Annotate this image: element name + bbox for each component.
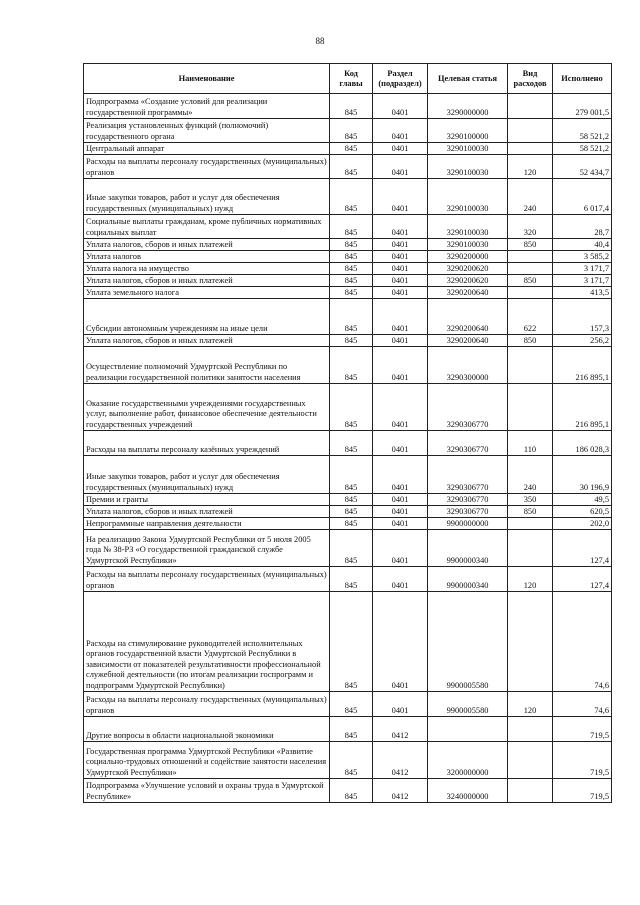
- cell-target: 9900005580: [428, 692, 508, 717]
- cell-chapter: 845: [330, 567, 373, 592]
- cell-section: 0401: [373, 494, 428, 506]
- cell-target: 9900000340: [428, 567, 508, 592]
- cell-executed: 216 895,1: [553, 384, 612, 431]
- cell-section: 0401: [373, 299, 428, 335]
- cell-chapter: 845: [330, 299, 373, 335]
- cell-executed: 3 171,7: [553, 275, 612, 287]
- cell-section: 0401: [373, 384, 428, 431]
- table-row: [84, 215, 612, 239]
- budget-table: [83, 63, 612, 803]
- table-row: [84, 494, 612, 506]
- table-row: [84, 287, 612, 299]
- cell-target: 9900000000: [428, 518, 508, 530]
- cell-section: 0401: [373, 94, 428, 119]
- cell-name: Расходы на стимулирование руководителей исполнительных органов государственной власти Удмуртской Республики в зависимости от показателей результативности профессиональной служебной деятельности (по итогам реализации госпрограмм и подпрограмм Удмуртской Республики): [84, 592, 330, 692]
- cell-chapter: 845: [330, 742, 373, 779]
- cell-target: 3200000000: [428, 742, 508, 779]
- cell-section: 0401: [373, 263, 428, 275]
- cell-name: Подпрограмма «Улучшение условий и охраны труда в Удмуртской Республике»: [84, 779, 330, 803]
- cell-chapter: 845: [330, 155, 373, 179]
- cell-type: 850: [508, 239, 553, 251]
- cell-executed: 3 585,2: [553, 251, 612, 263]
- cell-name: На реализацию Закона Удмуртской Республики от 5 июля 2005 года № 38-РЗ «О государственной гражданской службе Удмуртской Республики»: [84, 530, 330, 567]
- cell-executed: 74,6: [553, 692, 612, 717]
- cell-section: 0401: [373, 155, 428, 179]
- cell-chapter: 845: [330, 179, 373, 215]
- cell-section: 0401: [373, 506, 428, 518]
- table-row: [84, 742, 612, 779]
- cell-name: Осуществление полномочий Удмуртской Республики по реализации государственной политики занятости населения: [84, 347, 330, 384]
- cell-type: [508, 384, 553, 431]
- cell-name: Расходы на выплаты персоналу государственных (муниципальных) органов: [84, 567, 330, 592]
- header-name: Наименование: [84, 64, 330, 94]
- cell-section: 0401: [373, 287, 428, 299]
- cell-chapter: 845: [330, 384, 373, 431]
- cell-chapter: 845: [330, 530, 373, 567]
- cell-target: 3290100030: [428, 215, 508, 239]
- cell-executed: 58 521,2: [553, 119, 612, 143]
- cell-target: 3290200000: [428, 251, 508, 263]
- cell-type: [508, 347, 553, 384]
- cell-executed: 216 895,1: [553, 347, 612, 384]
- table-row: [84, 119, 612, 143]
- cell-executed: 49,5: [553, 494, 612, 506]
- cell-chapter: 845: [330, 143, 373, 155]
- cell-section: 0401: [373, 692, 428, 717]
- cell-type: [508, 119, 553, 143]
- cell-target: [428, 717, 508, 742]
- cell-target: 3290100030: [428, 239, 508, 251]
- cell-name: Уплата налогов: [84, 251, 330, 263]
- cell-target: 3290100030: [428, 179, 508, 215]
- header-target: Целевая статья: [428, 64, 508, 94]
- cell-type: [508, 592, 553, 692]
- cell-name: Уплата налога на имущество: [84, 263, 330, 275]
- cell-chapter: 845: [330, 287, 373, 299]
- page-number: 88: [315, 36, 325, 46]
- table-row: [84, 155, 612, 179]
- cell-chapter: 845: [330, 456, 373, 494]
- cell-type: 120: [508, 567, 553, 592]
- cell-chapter: 845: [330, 779, 373, 803]
- cell-type: [508, 717, 553, 742]
- table-row: [84, 456, 612, 494]
- header-expense-type: Вид расходов: [508, 64, 553, 94]
- cell-chapter: 845: [330, 275, 373, 287]
- cell-section: 0401: [373, 518, 428, 530]
- cell-executed: 127,4: [553, 530, 612, 567]
- cell-executed: 6 017,4: [553, 179, 612, 215]
- cell-target: 3290000000: [428, 94, 508, 119]
- cell-name: Уплата земельного налога: [84, 287, 330, 299]
- cell-section: 0401: [373, 431, 428, 456]
- cell-section: 0401: [373, 143, 428, 155]
- cell-type: 320: [508, 215, 553, 239]
- cell-section: 0412: [373, 717, 428, 742]
- cell-type: 850: [508, 275, 553, 287]
- table-row: [84, 239, 612, 251]
- table-row: [84, 530, 612, 567]
- cell-target: 3290306770: [428, 456, 508, 494]
- cell-type: [508, 251, 553, 263]
- cell-type: [508, 143, 553, 155]
- cell-name: Уплата налогов, сборов и иных платежей: [84, 275, 330, 287]
- cell-section: 0401: [373, 347, 428, 384]
- cell-section: 0412: [373, 742, 428, 779]
- table-row: [84, 179, 612, 215]
- cell-section: 0401: [373, 119, 428, 143]
- header-executed: Исполнено: [553, 64, 612, 94]
- cell-section: 0401: [373, 592, 428, 692]
- cell-chapter: 845: [330, 239, 373, 251]
- cell-executed: 413,5: [553, 287, 612, 299]
- cell-executed: 127,4: [553, 567, 612, 592]
- cell-executed: 620,5: [553, 506, 612, 518]
- table-row: [84, 567, 612, 592]
- cell-name: Расходы на выплаты персоналу государственных (муниципальных) органов: [84, 692, 330, 717]
- cell-type: [508, 287, 553, 299]
- cell-executed: 719,5: [553, 717, 612, 742]
- cell-name: Реализация установленных функций (полномочий) государственного органа: [84, 119, 330, 143]
- table-row: [84, 518, 612, 530]
- table-row: [84, 275, 612, 287]
- cell-chapter: 845: [330, 215, 373, 239]
- cell-executed: 157,3: [553, 299, 612, 335]
- cell-target: 3290200620: [428, 275, 508, 287]
- table-row: [84, 717, 612, 742]
- cell-section: 0401: [373, 251, 428, 263]
- cell-target: 3290200640: [428, 287, 508, 299]
- cell-target: 9900000340: [428, 530, 508, 567]
- cell-chapter: 845: [330, 692, 373, 717]
- cell-chapter: 845: [330, 251, 373, 263]
- cell-type: [508, 518, 553, 530]
- header-chapter: Код главы: [330, 64, 373, 94]
- cell-section: 0401: [373, 275, 428, 287]
- cell-chapter: 845: [330, 119, 373, 143]
- cell-name: Социальные выплаты гражданам, кроме публичных нормативных социальных выплат: [84, 215, 330, 239]
- cell-section: 0401: [373, 179, 428, 215]
- cell-name: Центральный аппарат: [84, 143, 330, 155]
- cell-section: 0401: [373, 530, 428, 567]
- cell-executed: 40,4: [553, 239, 612, 251]
- cell-target: 3290200640: [428, 335, 508, 347]
- cell-executed: 202,0: [553, 518, 612, 530]
- cell-executed: 719,5: [553, 742, 612, 779]
- cell-executed: 28,7: [553, 215, 612, 239]
- table-row: [84, 384, 612, 431]
- cell-type: 850: [508, 335, 553, 347]
- cell-executed: 3 171,7: [553, 263, 612, 275]
- table-row: [84, 335, 612, 347]
- cell-type: 622: [508, 299, 553, 335]
- table-row: [84, 251, 612, 263]
- cell-executed: 279 001,5: [553, 94, 612, 119]
- cell-name: Иные закупки товаров, работ и услуг для обеспечения государственных (муниципальных) нужд: [84, 179, 330, 215]
- cell-name: Оказание государственными учреждениями государственных услуг, выполнение работ, финансовое обеспечение деятельности государственных учреждений: [84, 384, 330, 431]
- table-row: [84, 506, 612, 518]
- cell-target: 3290300000: [428, 347, 508, 384]
- cell-target: 3290200640: [428, 299, 508, 335]
- cell-name: Расходы на выплаты персоналу казённых учреждений: [84, 431, 330, 456]
- table-row: [84, 779, 612, 803]
- table-row: [84, 347, 612, 384]
- cell-chapter: 845: [330, 518, 373, 530]
- cell-target: 3290306770: [428, 494, 508, 506]
- cell-chapter: 845: [330, 94, 373, 119]
- cell-type: [508, 263, 553, 275]
- cell-name: Непрограммные направления деятельности: [84, 518, 330, 530]
- cell-target: 3290100030: [428, 143, 508, 155]
- cell-name: Иные закупки товаров, работ и услуг для обеспечения государственных (муниципальных) нужд: [84, 456, 330, 494]
- cell-target: 3290200620: [428, 263, 508, 275]
- cell-section: 0412: [373, 779, 428, 803]
- cell-chapter: 845: [330, 506, 373, 518]
- cell-name: Премии и гранты: [84, 494, 330, 506]
- cell-chapter: 845: [330, 335, 373, 347]
- cell-executed: 52 434,7: [553, 155, 612, 179]
- cell-chapter: 845: [330, 347, 373, 384]
- cell-executed: 256,2: [553, 335, 612, 347]
- cell-type: 120: [508, 692, 553, 717]
- cell-name: Расходы на выплаты персоналу государственных (муниципальных) органов: [84, 155, 330, 179]
- cell-type: [508, 742, 553, 779]
- cell-type: [508, 779, 553, 803]
- cell-target: 3290306770: [428, 384, 508, 431]
- cell-name: Субсидии автономным учреждениям на иные цели: [84, 299, 330, 335]
- cell-chapter: 845: [330, 431, 373, 456]
- cell-type: 240: [508, 456, 553, 494]
- cell-section: 0401: [373, 567, 428, 592]
- table-row: [84, 299, 612, 335]
- cell-type: 850: [508, 506, 553, 518]
- cell-chapter: 845: [330, 717, 373, 742]
- cell-target: 3290100030: [428, 155, 508, 179]
- cell-target: 3240000000: [428, 779, 508, 803]
- cell-executed: 719,5: [553, 779, 612, 803]
- cell-target: 9900005580: [428, 592, 508, 692]
- cell-type: [508, 94, 553, 119]
- cell-type: 240: [508, 179, 553, 215]
- cell-executed: 58 521,2: [553, 143, 612, 155]
- table-row: [84, 263, 612, 275]
- cell-section: 0401: [373, 239, 428, 251]
- cell-chapter: 845: [330, 494, 373, 506]
- cell-type: 120: [508, 155, 553, 179]
- cell-target: 3290306770: [428, 506, 508, 518]
- header-section: Раздел (подраздел): [373, 64, 428, 94]
- cell-section: 0401: [373, 335, 428, 347]
- table-row: [84, 431, 612, 456]
- cell-target: 3290306770: [428, 431, 508, 456]
- cell-name: Государственная программа Удмуртской Республики «Развитие социально-трудовых отношений и содействие занятости населения Удмуртской Республики»: [84, 742, 330, 779]
- table-row: [84, 592, 612, 692]
- table-header-row: [84, 64, 612, 94]
- table-row: [84, 143, 612, 155]
- cell-name: Уплата налогов, сборов и иных платежей: [84, 335, 330, 347]
- cell-executed: 74,6: [553, 592, 612, 692]
- cell-type: [508, 530, 553, 567]
- cell-chapter: 845: [330, 263, 373, 275]
- cell-name: Уплата налогов, сборов и иных платежей: [84, 239, 330, 251]
- cell-executed: 186 028,3: [553, 431, 612, 456]
- cell-name: Уплата налогов, сборов и иных платежей: [84, 506, 330, 518]
- cell-section: 0401: [373, 215, 428, 239]
- cell-type: 350: [508, 494, 553, 506]
- table-row: [84, 94, 612, 119]
- cell-name: Подпрограмма «Создание условий для реализации государственной программы»: [84, 94, 330, 119]
- cell-chapter: 845: [330, 592, 373, 692]
- cell-target: 3290100000: [428, 119, 508, 143]
- table-row: [84, 692, 612, 717]
- cell-executed: 30 196,9: [553, 456, 612, 494]
- cell-type: 110: [508, 431, 553, 456]
- cell-name: Другие вопросы в области национальной экономики: [84, 717, 330, 742]
- cell-section: 0401: [373, 456, 428, 494]
